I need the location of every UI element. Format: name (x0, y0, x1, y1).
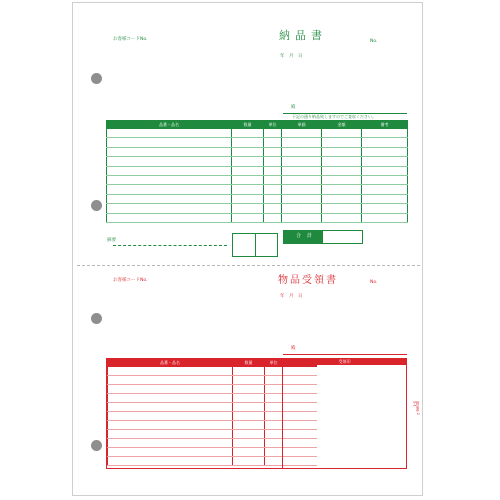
delivery-remarks-line (113, 245, 227, 246)
receipt-table-row (108, 403, 317, 412)
table-cell (283, 376, 317, 385)
punch-hole (91, 73, 102, 84)
table-cell (362, 157, 408, 166)
punch-hole (91, 200, 102, 211)
table-cell (265, 430, 283, 439)
table-cell (108, 367, 233, 376)
table-cell (283, 394, 317, 403)
table-cell (107, 185, 232, 194)
table-cell (265, 394, 283, 403)
table-cell (322, 175, 362, 184)
receipt-table-row (108, 430, 317, 439)
delivery-table-row (107, 194, 408, 203)
delivery-no-label: No. (370, 39, 378, 44)
delivery-stamp-boxes (232, 233, 278, 257)
table-cell (232, 185, 264, 194)
delivery-customer-code-label: お客様コードNo. (113, 37, 148, 42)
table-cell (282, 194, 322, 203)
table-cell (233, 376, 265, 385)
table-cell (233, 394, 265, 403)
receipt-table-row (108, 439, 317, 448)
receipt-col-unit: 単位 (265, 360, 283, 367)
table-cell (108, 421, 233, 430)
stamp-box-divider (255, 234, 256, 256)
delivery-col-unit: 単位 (264, 121, 282, 129)
table-cell (282, 175, 322, 184)
table-cell (107, 166, 232, 175)
table-cell (283, 457, 317, 466)
table-cell (264, 166, 282, 175)
table-cell (322, 166, 362, 175)
receipt-table-row (108, 376, 317, 385)
delivery-col-quantity: 数量 (232, 121, 264, 129)
table-cell (322, 204, 362, 213)
delivery-recipient-suffix: 殿 (291, 105, 296, 110)
table-cell (108, 412, 233, 421)
table-cell (282, 147, 322, 156)
perforation-line (77, 265, 420, 266)
table-cell (283, 412, 317, 421)
table-cell (283, 367, 317, 376)
delivery-total-amount-box (323, 230, 363, 244)
delivery-remarks-label: 摘要 (107, 238, 116, 243)
table-cell (265, 376, 283, 385)
table-cell (322, 194, 362, 203)
delivery-total-label-box (283, 230, 323, 244)
table-cell (362, 213, 408, 222)
table-cell (107, 213, 232, 222)
table-cell (322, 147, 362, 156)
table-cell (264, 147, 282, 156)
receipt-table-row (108, 385, 317, 394)
receipt-col-quantity: 数量 (233, 360, 265, 367)
delivery-col-item: 品番・品名 (107, 121, 232, 129)
table-cell (232, 138, 264, 147)
table-cell (322, 157, 362, 166)
table-cell (283, 430, 317, 439)
table-cell (232, 129, 264, 138)
table-cell (283, 385, 317, 394)
delivery-title: 納品書 (279, 29, 327, 42)
receipt-table-row (108, 448, 317, 457)
table-cell (264, 175, 282, 184)
delivery-table-row (107, 204, 408, 213)
table-cell (322, 138, 362, 147)
table-cell (108, 430, 233, 439)
punch-hole (91, 440, 102, 451)
receipt-table-row (108, 412, 317, 421)
table-cell (233, 412, 265, 421)
table-cell (362, 204, 408, 213)
table-cell (108, 376, 233, 385)
table-cell (232, 147, 264, 156)
delivery-col-amount: 金額 (322, 121, 362, 129)
table-cell (362, 129, 408, 138)
table-cell (233, 448, 265, 457)
table-cell (264, 213, 282, 222)
delivery-date-label: 年 月 日 (280, 54, 303, 59)
table-cell (107, 194, 232, 203)
table-cell (265, 448, 283, 457)
receipt-table-row (108, 421, 317, 430)
table-cell (233, 457, 265, 466)
receipt-side-text: 納品書 2 S-1 (412, 401, 420, 415)
table-cell (107, 147, 232, 156)
table-cell (233, 421, 265, 430)
table-cell (362, 147, 408, 156)
table-cell (283, 403, 317, 412)
table-cell (233, 430, 265, 439)
table-cell (107, 129, 232, 138)
receipt-title: 物品受領書 (278, 275, 338, 286)
delivery-table-row (107, 166, 408, 175)
delivery-table-row (107, 129, 408, 138)
table-cell (282, 213, 322, 222)
receipt-col-item: 品番・品名 (108, 360, 233, 367)
receipt-customer-code-label: お客様コードNo. (113, 278, 148, 283)
table-cell (233, 367, 265, 376)
delivery-form-sheet (72, 2, 423, 496)
table-cell (322, 185, 362, 194)
table-cell (282, 157, 322, 166)
receipt-frame (106, 358, 407, 469)
table-cell (283, 421, 317, 430)
table-cell (283, 439, 317, 448)
delivery-table-row (107, 213, 408, 222)
table-cell (264, 204, 282, 213)
table-cell (265, 385, 283, 394)
table-cell (265, 403, 283, 412)
table-cell (265, 457, 283, 466)
receipt-table-row (108, 394, 317, 403)
receipt-recipient-line (283, 354, 407, 355)
table-cell (282, 166, 322, 175)
delivery-items-table (106, 120, 408, 223)
delivery-table-row (107, 147, 408, 156)
table-cell (108, 403, 233, 412)
table-cell (264, 194, 282, 203)
table-cell (232, 157, 264, 166)
delivery-col-unit-price: 単価 (282, 121, 322, 129)
delivery-table-row (107, 138, 408, 147)
table-cell (362, 194, 408, 203)
receipt-table-row (108, 367, 317, 376)
table-cell (108, 439, 233, 448)
table-cell (108, 385, 233, 394)
table-cell (362, 166, 408, 175)
delivery-table-row (107, 175, 408, 184)
table-cell (232, 213, 264, 222)
table-cell (282, 185, 322, 194)
table-cell (233, 385, 265, 394)
table-cell (282, 204, 322, 213)
table-cell (362, 138, 408, 147)
table-cell (265, 367, 283, 376)
delivery-table-row (107, 185, 408, 194)
table-cell (232, 166, 264, 175)
table-cell (107, 157, 232, 166)
table-cell (322, 129, 362, 138)
receipt-no-label: No. (370, 280, 378, 285)
table-cell (264, 129, 282, 138)
table-cell (362, 175, 408, 184)
table-cell (264, 185, 282, 194)
table-cell (282, 138, 322, 147)
receipt-seal-divider (282, 359, 283, 468)
table-cell (232, 204, 264, 213)
table-cell (233, 439, 265, 448)
delivery-table-row (107, 157, 408, 166)
table-cell (107, 204, 232, 213)
table-cell (108, 457, 233, 466)
receipt-col-seal: 受領印 (282, 359, 407, 365)
table-cell (322, 213, 362, 222)
table-cell (265, 412, 283, 421)
table-cell (264, 157, 282, 166)
punch-hole (91, 313, 102, 324)
delivery-total-label: 合計 (296, 233, 319, 239)
table-cell (362, 185, 408, 194)
receipt-items-table (107, 359, 317, 466)
table-cell (265, 439, 283, 448)
table-cell (107, 138, 232, 147)
table-cell (232, 175, 264, 184)
table-cell (282, 129, 322, 138)
table-cell (108, 394, 233, 403)
table-cell (264, 138, 282, 147)
table-cell (232, 194, 264, 203)
table-cell (233, 403, 265, 412)
receipt-date-label: 年 月 日 (280, 294, 303, 299)
table-cell (265, 421, 283, 430)
receipt-table-row (108, 457, 317, 466)
table-cell (108, 448, 233, 457)
delivery-message: 下記の通り納品致しますのでご査収ください。 (292, 114, 376, 119)
receipt-recipient-suffix: 殿 (291, 346, 296, 351)
table-cell (283, 448, 317, 457)
delivery-col-notes: 備考 (362, 121, 408, 129)
table-cell (107, 175, 232, 184)
